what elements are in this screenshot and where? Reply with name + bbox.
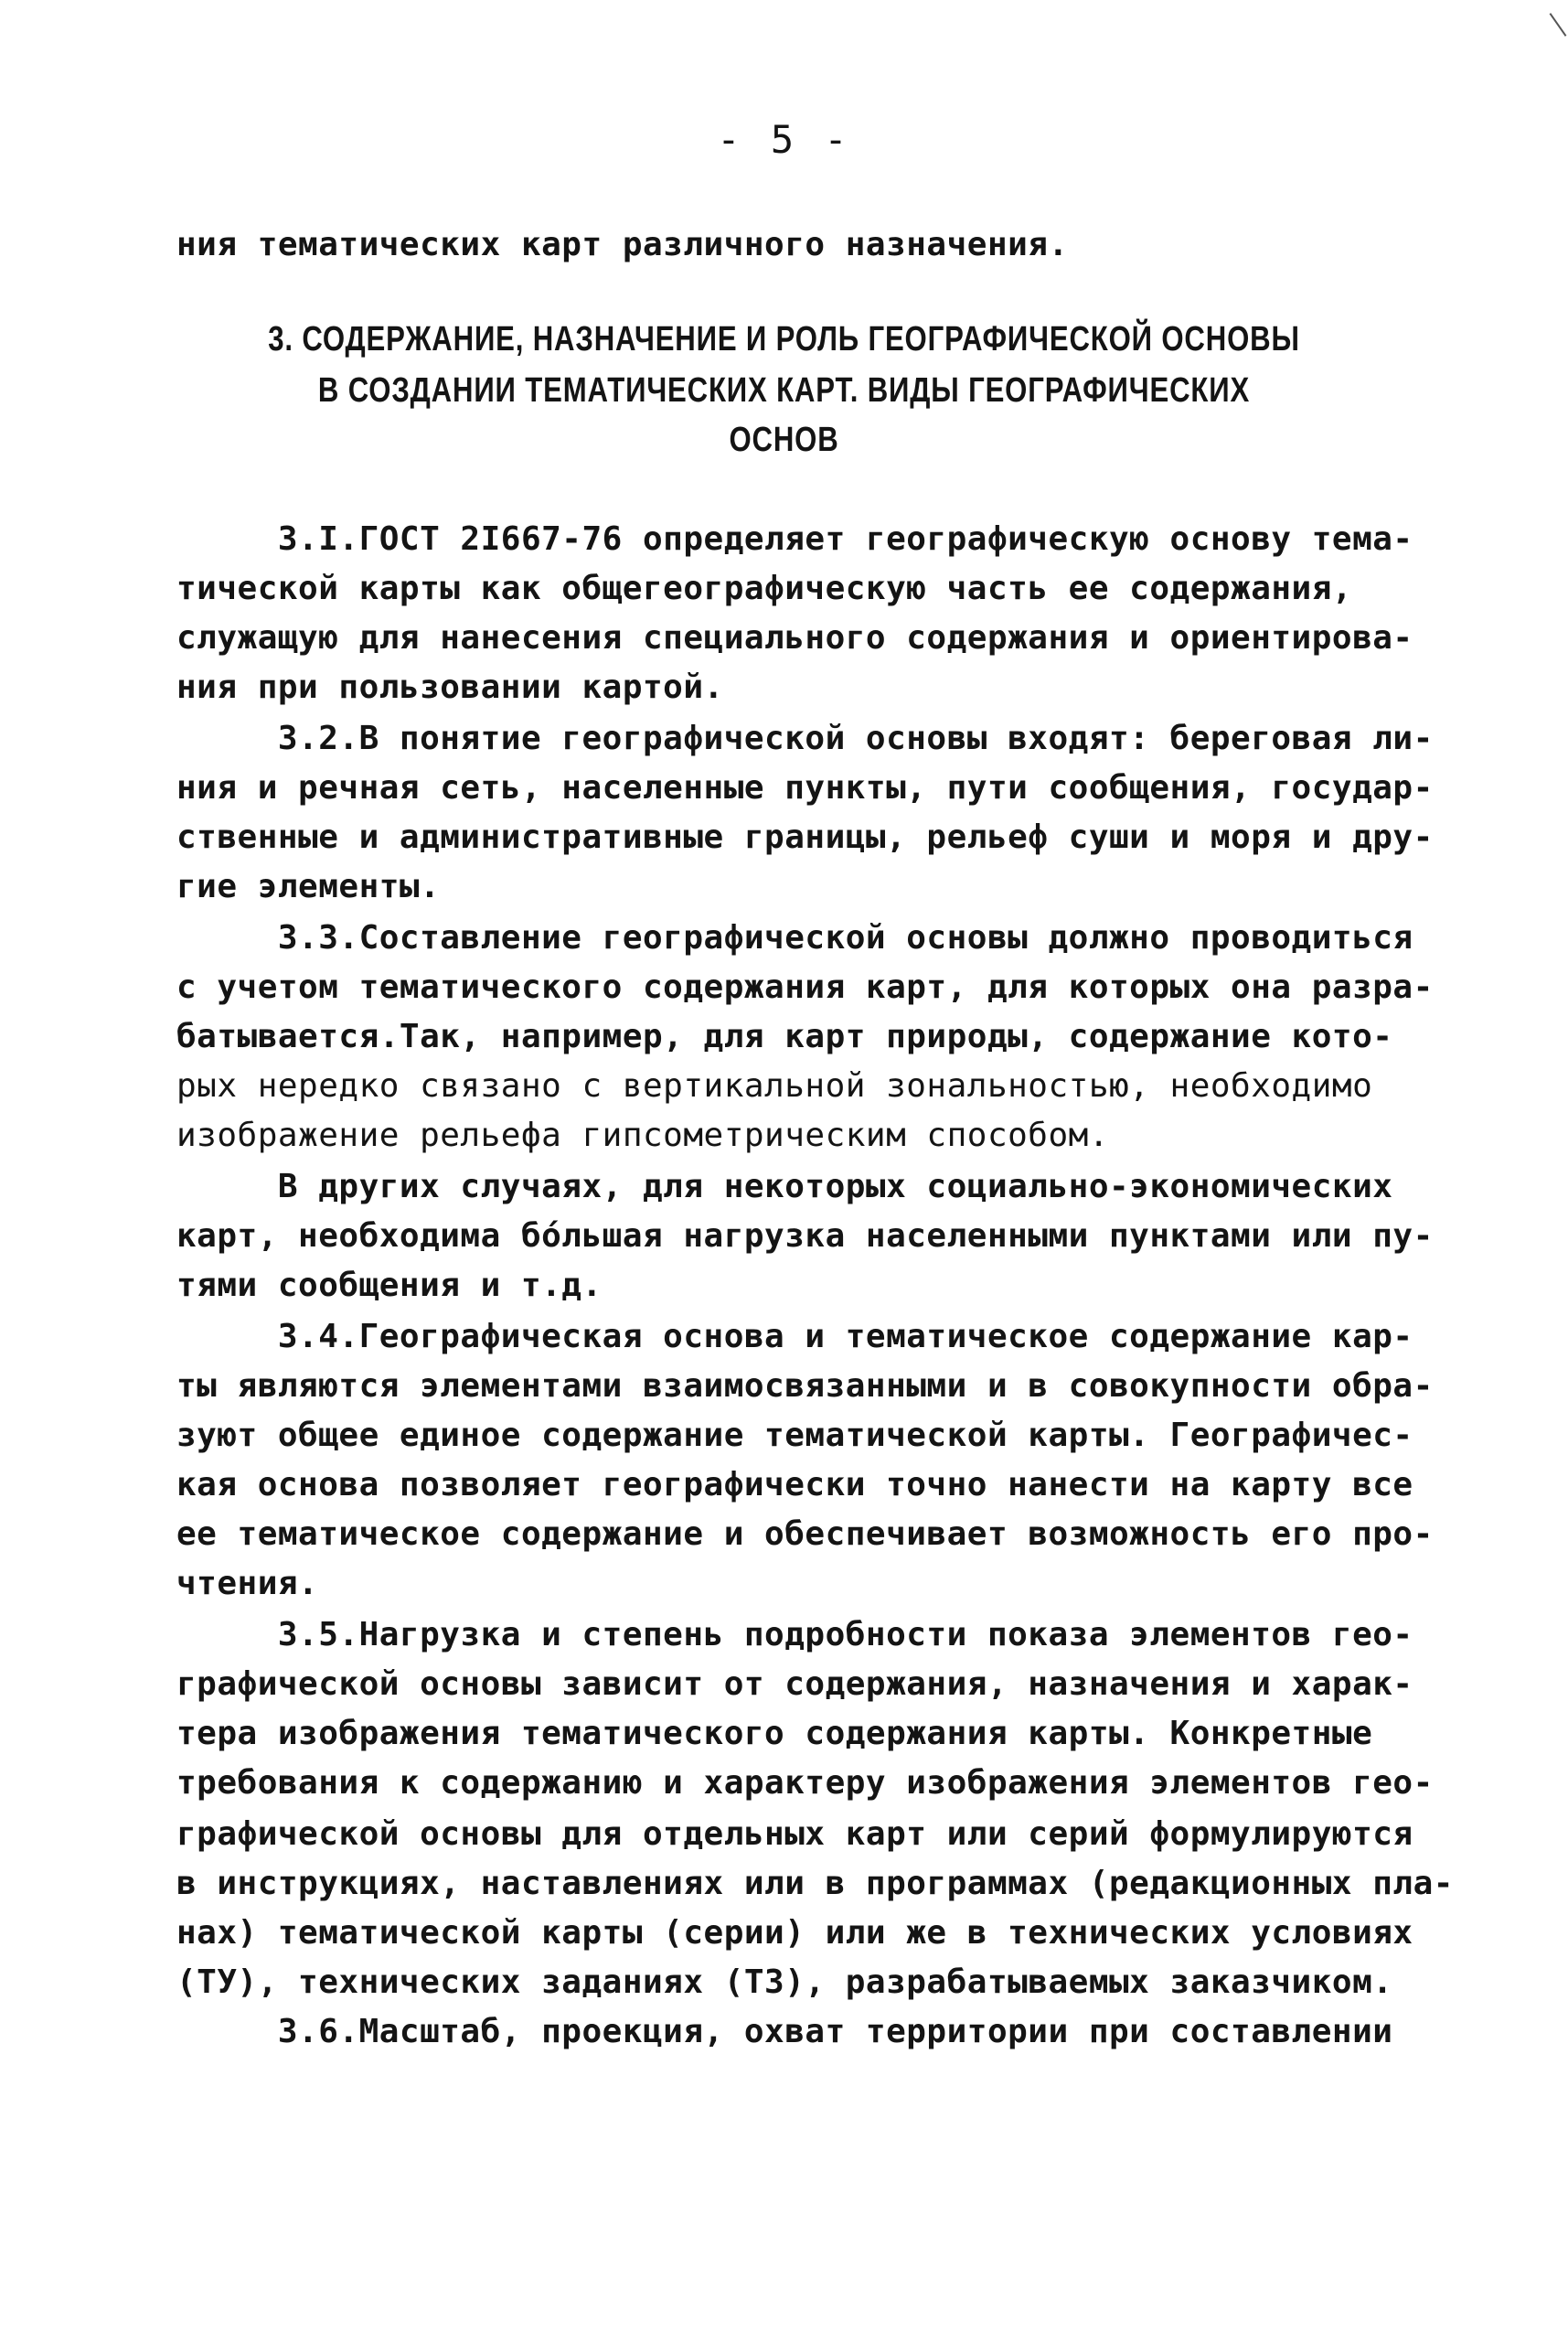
body-line: батывается.Так, например, для карт природы, содержание кото- [176, 1018, 1393, 1055]
body-line: служащую для нанесения специального содержания и ориентирова- [176, 619, 1413, 657]
section-heading-line: В СОЗДАНИИ ТЕМАТИЧЕСКИХ КАРТ. ВИДЫ ГЕОГРАФИЧЕСКИХ [317, 371, 1251, 410]
corner-scan-mark [1550, 13, 1567, 37]
body-line: чтения. [176, 1565, 319, 1602]
body-line: с учетом тематического содержания карт, для которых она разра- [176, 968, 1434, 1006]
body-line: тера изображения тематического содержания карты. Конкретные [176, 1715, 1373, 1752]
body-line: кая основа позволяет географически точно нанести на карту все [176, 1466, 1413, 1503]
body-line: (ТУ), технических заданиях (ТЗ), разрабатываемых заказчиком. [176, 1963, 1393, 2001]
body-line: В других случаях, для некоторых социально-экономических [176, 1168, 1393, 1205]
intro-line: ния тематических карт различного назначения. [176, 226, 1069, 263]
body-line: в инструкциях, наставлениях или в программах (редакционных пла- [176, 1865, 1454, 1902]
body-line: карт, необходима бóльшая нагрузка населенными пунктами или пу- [176, 1217, 1434, 1255]
body-line: ния при пользовании картой. [176, 669, 724, 706]
body-line: графической основы для отдельных карт или серий формулируются [176, 1815, 1413, 1853]
body-line: ты являются элементами взаимосвязанными и в совокупности обра- [176, 1367, 1434, 1405]
section-heading-line: ОСНОВ [729, 421, 839, 459]
body-line: графической основы зависит от содержания, назначения и харак- [176, 1665, 1413, 1703]
page-number: - 5 - [717, 117, 851, 162]
body-line: 3.5.Нагрузка и степень подробности показа элементов гео- [176, 1616, 1413, 1653]
body-line: ния и речная сеть, населенные пункты, пути сообщения, государ- [176, 769, 1434, 807]
body-line: нах) тематической карты (серии) или же в технических условиях [176, 1914, 1413, 1952]
body-line: ее тематическое содержание и обеспечивает возможность его про- [176, 1515, 1434, 1553]
body-line: гие элементы. [176, 868, 441, 905]
section-heading-line: 3. СОДЕРЖАНИЕ, НАЗНАЧЕНИЕ И РОЛЬ ГЕОГРАФИЧЕСКОЙ ОСНОВЫ [268, 320, 1300, 358]
body-line: рых нередко связано с вертикальной зональностью, необходимо [176, 1067, 1373, 1105]
body-line: тями сообщения и т.д. [176, 1267, 603, 1304]
body-line: тической карты как общегеографическую часть ее содержания, [176, 570, 1353, 607]
body-line: 3.2.В понятие географической основы входят: береговая ли- [176, 720, 1434, 757]
body-line: требования к содержанию и характеру изображения элементов гео- [176, 1764, 1434, 1802]
body-line: ственные и административные границы, рельеф суши и моря и дру- [176, 818, 1434, 856]
body-line: 3.I.ГОСТ 2I667-76 определяет географическую основу тема- [176, 520, 1413, 558]
body-line: 3.6.Масштаб, проекция, охват территории при составлении [176, 2013, 1393, 2050]
body-line: 3.3.Составление географической основы должно проводиться [176, 919, 1413, 957]
body-line: зуют общее единое содержание тематической карты. Географичес- [176, 1417, 1413, 1454]
body-line: изображение рельефа гипсометрическим способом. [176, 1117, 1109, 1154]
body-line: 3.4.Географическая основа и тематическое содержание кар- [176, 1318, 1413, 1355]
